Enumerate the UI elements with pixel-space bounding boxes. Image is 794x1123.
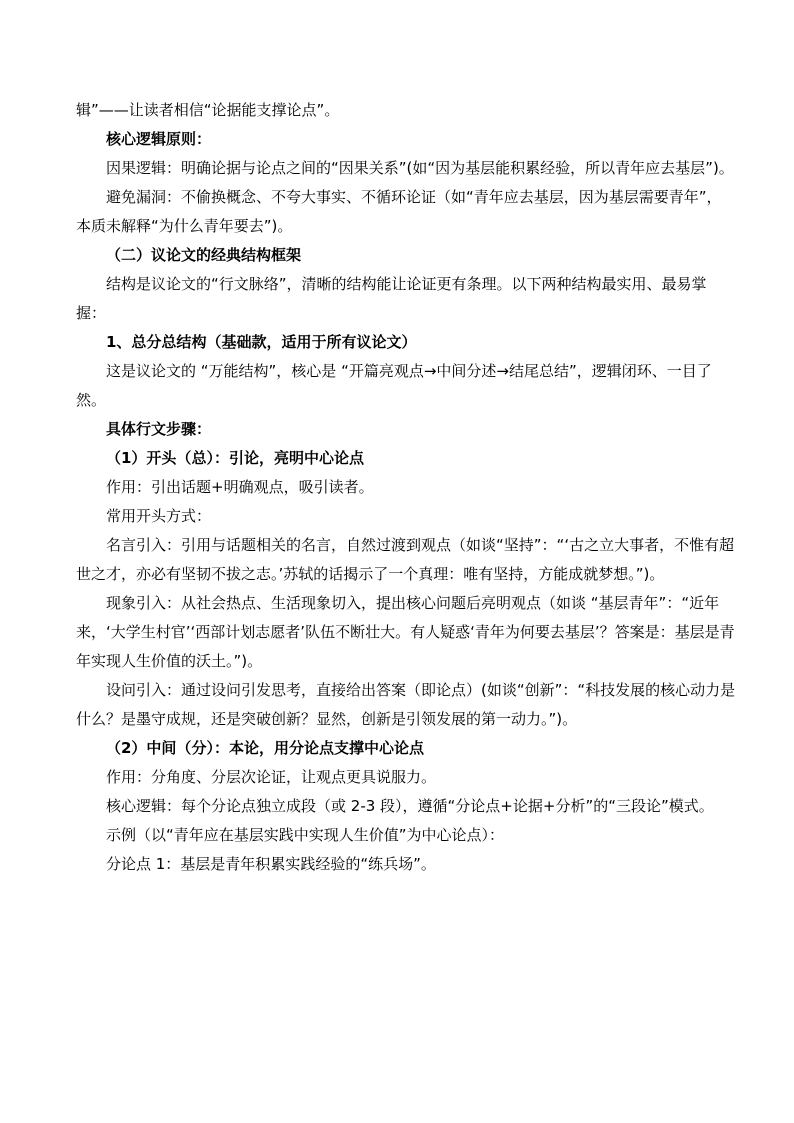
paragraph: 常用开头方式： — [106, 507, 212, 525]
section-heading: （1）开头（总）：引论，亮明中心论点 — [106, 449, 364, 467]
paragraph: 因果逻辑：明确论据与论点之间的“因果关系”(如“因为基层能积累经验，所以青年应去基层”)。 — [106, 159, 734, 177]
paragraph: 辑”——让读者相信“论据能支撑论点”。 — [76, 101, 340, 119]
paragraph: 设问引入：通过设问引发思考，直接给出答案（即论点）(如谈“创新”：“科技发展的核心动力是什么？是墨守成规，还是突破创新？显然，创新是引领发展的第一动力。”)。 — [76, 681, 736, 728]
paragraph: 现象引入：从社会热点、生活现象切入，提出核心问题后亮明观点（如谈 “基层青年”：“近年来，‘大学生村官’‘西部计划志愿者’队伍不断壮大。有人疑惑‘青年为何要去基层’？答案是：基层是青年实现人生价值的沃土。”)。 — [76, 594, 735, 670]
paragraph: 核心逻辑：每个分论点独立成段（或 2-3 段），遵循“分论点+论据+分析”的“三段论”模式。 — [106, 797, 714, 815]
section-heading: （二）议论文的经典结构框架 — [106, 246, 302, 264]
paragraph: 名言引入：引用与话题相关的名言，自然过渡到观点（如谈“坚持”：“‘古之立大事者，不惟有超世之才，亦必有坚韧不拔之志。’苏轼的话揭示了一个真理：唯有坚持，方能成就梦想。”)。 — [76, 536, 735, 583]
paragraph: 作用：分角度、分层次论证，让观点更具说服力。 — [106, 768, 437, 786]
paragraph: 避免漏洞：不偷换概念、不夸大事实、不循环论证（如“青年应去基层，因为基层需要青年”，本质未解释“为什么青年要去”)。 — [76, 188, 722, 235]
paragraph: 这是议论文的 “万能结构”，核心是 “开篇亮观点→中间分述→结尾总结”，逻辑闭环、一目了然。 — [76, 362, 712, 409]
paragraph: 作用：引出话题+明确观点，吸引读者。 — [106, 478, 374, 496]
section-heading: 核心逻辑原则： — [106, 130, 212, 148]
paragraph: 结构是议论文的“行文脉络”，清晰的结构能让论证更有条理。以下两种结构最实用、最易掌握： — [76, 275, 707, 322]
paragraph: 示例（以“青年应在基层实践中实现人生价值”为中心论点）： — [106, 826, 505, 844]
section-heading: 具体行文步骤： — [106, 420, 212, 438]
paragraph: 分论点 1：基层是青年积累实践经验的“练兵场”。 — [106, 855, 436, 873]
section-heading: （2）中间（分）：本论，用分论点支撑中心论点 — [106, 739, 424, 757]
section-heading: 1、总分总结构（基础款，适用于所有议论文） — [106, 333, 417, 351]
document-body — [76, 96, 736, 879]
